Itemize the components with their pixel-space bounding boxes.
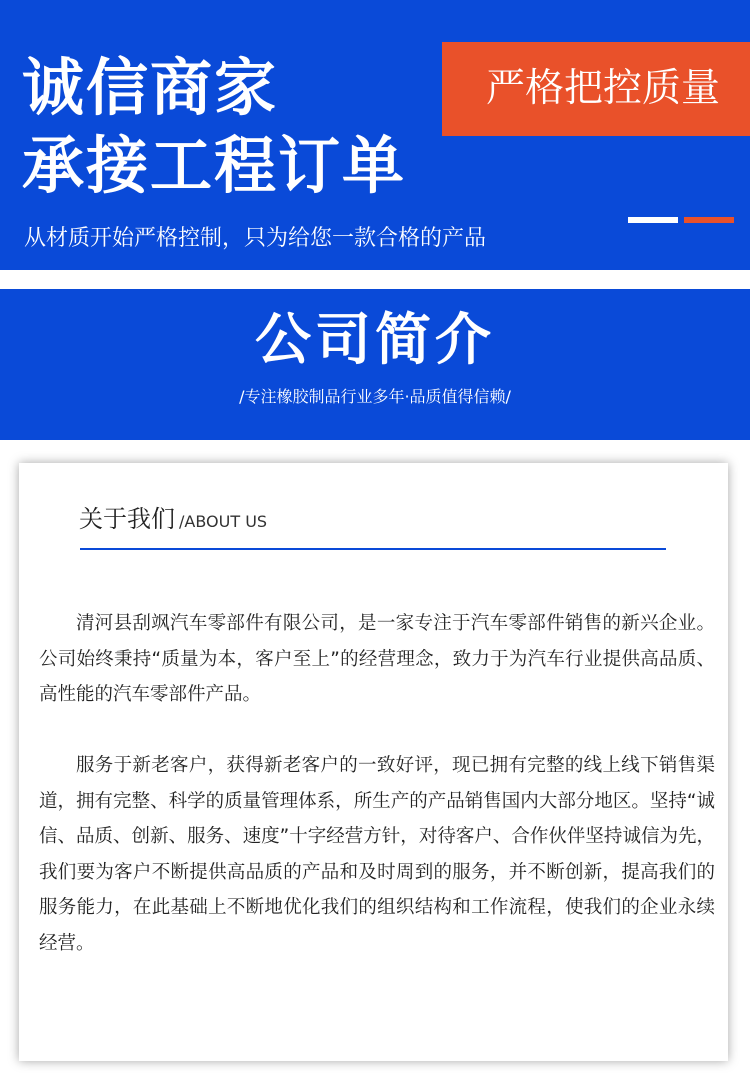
hero-title-line2: 承接工程订单 <box>22 129 407 202</box>
about-card <box>19 463 728 1061</box>
hero-subtitle: 从材质开始严格控制，只为给您一款合格的产品 <box>24 226 487 251</box>
decor-bar-white <box>628 217 678 223</box>
about-paragraph-2: 服务于新老客户，获得新老客户的一致好评，现已拥有完整的线上线下销售渠道，拥有完整、科学的质量管理体系，所生产的产品销售国内大部分地区。坚持“诚信、品质、创新、服务、速度”十字经营方针，对待客户、合作伙伴坚持诚信为先，我们要为客户不断提供高品质的产品和及时周到的服务，并不断创新，提高我们的服务能力，在此基础上不断地优化我们的组织结构和工作流程，使我们的企业永续经营。 <box>39 755 715 954</box>
hero-title-line1: 诚信商家 <box>22 51 279 124</box>
about-heading-en: /ABOUT US <box>179 512 268 531</box>
intro-slogan: /专注橡胶制品行业多年·品质值得信赖/ <box>239 387 511 406</box>
company-intro-header <box>0 289 750 440</box>
about-heading-cn: 关于我们 <box>79 505 175 533</box>
decor-bar-orange <box>684 217 734 223</box>
about-divider <box>80 548 666 550</box>
quality-badge: 严格把控质量 <box>442 42 750 136</box>
intro-title: 公司简介 <box>255 308 495 373</box>
hero-banner <box>0 0 750 270</box>
about-heading <box>79 499 267 534</box>
about-paragraph-1: 清河县刮飒汽车零部件有限公司，是一家专注于汽车零部件销售的新兴企业。公司始终秉持“质量为本，客户至上”的经营理念，致力于为汽车行业提供高品质、高性能的汽车零部件产品。 <box>39 613 715 705</box>
